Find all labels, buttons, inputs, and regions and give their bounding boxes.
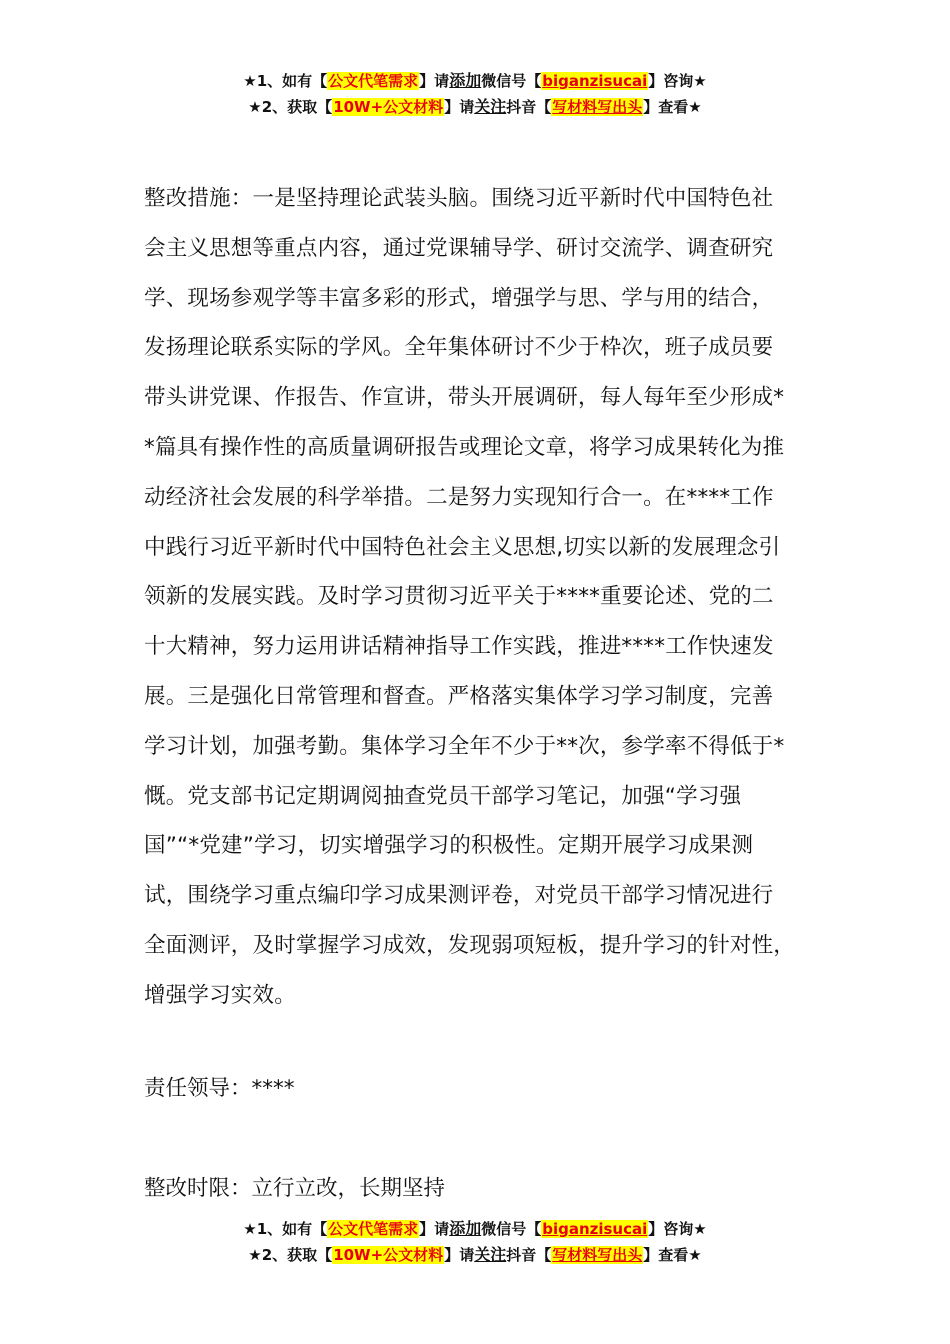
paragraph-line: 会主义思想等重点内容，通过党课辅导学、研讨交流学、调查研究	[144, 235, 774, 261]
paragraph-line: 增强学习实效。	[144, 982, 296, 1008]
paragraph-line: 发扬理论联系实际的学风。全年集体研讨不少于枠次，班子成员要	[144, 335, 774, 361]
ad-text: 】查看★	[643, 98, 702, 116]
ad-text: 】咨询★	[648, 72, 707, 90]
paragraph-line: 领新的发展实践。及时学习贯彻习近平关于****重要论述、党的二	[144, 584, 774, 610]
ad-highlight-service: 公文代笔需求	[328, 1220, 419, 1238]
responsible-leader: 责任领导：****	[144, 1076, 295, 1101]
ad-text: 】请	[419, 1220, 450, 1238]
paragraph-line: 全面测评，及时掌握学习成效，发现弱项短板，提升学习的针对性，	[144, 932, 796, 958]
ad-line-2	[0, 94, 950, 120]
ad-text: 】查看★	[643, 1246, 702, 1264]
rectification-deadline: 整改时限：立行立改，长期坚持	[144, 1176, 446, 1201]
paragraph-line: 带头讲党课、作报告、作宣讲，带头开展调研，每人每年至少形成*	[144, 385, 785, 411]
ad-highlight-wechat-id: biganzisucai	[542, 72, 648, 90]
ad-text: 抖音【	[506, 98, 552, 116]
ad-highlight-materials: 10W+公文材料	[333, 98, 444, 116]
paragraph-line: *篇具有操作性的高质量调研报告或理论文章，将学习成果转化为推	[144, 434, 785, 460]
ad-text: ★2、获取【	[248, 1246, 333, 1264]
ad-line-1	[0, 68, 950, 94]
ad-text: 】咨询★	[648, 1220, 707, 1238]
ad-line-1	[0, 1216, 950, 1242]
ad-emphasis: 添加	[449, 71, 482, 90]
ad-line-2	[0, 1242, 950, 1268]
rectification-measures-paragraph	[144, 174, 824, 1021]
paragraph-line: 学习计划，加强考勤。集体学习全年不少于**次，参学率不得低于*	[144, 733, 785, 759]
header-ad	[0, 68, 950, 120]
ad-text: ★2、获取【	[248, 98, 333, 116]
paragraph-line: 展。三是强化日常管理和督查。严格落实集体学习学习制度，完善	[144, 683, 774, 709]
ad-text: 微信号【	[481, 1220, 542, 1238]
paragraph-line: 中践行习近平新时代中国特色社会主义思想,切实以新的发展理念引	[144, 534, 781, 560]
ad-highlight-wechat-id: biganzisucai	[542, 1220, 648, 1238]
paragraph-line: 国”“*党建”学习，切实增强学习的积极性。定期开展学习成果测	[144, 833, 754, 859]
ad-emphasis: 关注	[474, 1245, 507, 1264]
paragraph-line: 慨。党支部书记定期调阅抽查党员干部学习笔记，加强“学习强	[144, 783, 742, 809]
paragraph-line: 整改措施：一是坚持理论武装头脑。围绕习近平新时代中国特色社	[144, 186, 774, 211]
ad-highlight-douyin: 写材料写出头	[552, 98, 643, 116]
ad-text: 微信号【	[481, 72, 542, 90]
footer-ad	[0, 1216, 950, 1268]
ad-highlight-douyin: 写材料写出头	[552, 1246, 643, 1264]
ad-text: 】请	[444, 1246, 475, 1264]
ad-emphasis: 添加	[449, 1219, 482, 1238]
ad-emphasis: 关注	[474, 97, 507, 116]
ad-highlight-materials: 10W+公文材料	[333, 1246, 444, 1264]
ad-text: ★1、如有【	[243, 72, 328, 90]
paragraph-line: 十大精神，努力运用讲话精神指导工作实践，推进****工作快速发	[144, 634, 774, 660]
ad-text: 】请	[444, 98, 475, 116]
paragraph-line: 学、现场参观学等丰富多彩的形式，增强学与思、学与用的结合，	[144, 285, 774, 311]
paragraph-line: 动经济社会发展的科学举措。二是努力实现知行合一。在****工作	[144, 484, 774, 510]
paragraph-line: 试，围绕学习重点编印学习成果测评卷，对党员干部学习情况进行	[144, 883, 774, 909]
ad-text: ★1、如有【	[243, 1220, 328, 1238]
ad-highlight-service: 公文代笔需求	[328, 72, 419, 90]
ad-text: 抖音【	[506, 1246, 552, 1264]
ad-text: 】请	[419, 72, 450, 90]
